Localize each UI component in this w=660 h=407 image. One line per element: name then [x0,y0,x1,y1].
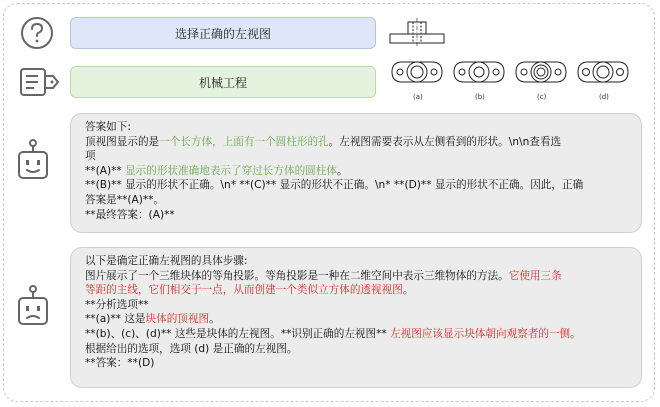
tag-list-icon [18,66,60,98]
question-icon [20,16,54,50]
answer1-line-2 [85,135,627,150]
option-b-label: (b) [475,93,485,101]
answer2-highlight-red: 等距的主线，它们相交于一点，从而创建一个类似立方体的透视视图 [85,284,403,297]
answer1-highlight-green: 显示的形状准确地表示了穿过长方体的圆柱体 [125,164,337,177]
answer2-text: 。 [209,313,220,326]
robot-sad-icon [16,284,50,332]
option-a-label: (a) [413,93,423,101]
answer2-text: **(a)** 这是 [85,313,146,326]
answer2-line-6 [85,327,627,342]
answer1-line-3: 项 [85,150,96,163]
option-b-drawing [454,62,504,82]
answer1-line-4 [85,164,627,179]
answer-card-2 [70,247,642,388]
question-box [70,17,376,49]
answer2-line-7: 根据给出的选项，选项 (d) 是正确的左视图。 [85,342,298,355]
answer1-text: 。 [336,164,348,177]
answer2-line-4: **分析选项** [85,298,149,311]
answer1-text: 。左视图需要表示从左侧看到的形状。\n\n查看选 [328,135,562,148]
front-view-drawing [390,18,444,46]
answer2-line-8: **答案：**(D) [85,357,155,370]
topic-text: 机械工程 [198,75,247,90]
option-d-drawing [578,62,628,82]
answer2-text: **(b)、(c)、(d)** 这些是块体的左视图。**识别正确的左视图** [85,327,391,340]
topic-box [70,66,376,98]
answer2-highlight-red: 块体的顶视图 [145,313,210,326]
answer1-line-5: **(B)** 显示的形状不正确。\n* **(C)** 显示的形状不正确。\n* **(D)** 显示的形状不正确。因此，正确 [85,179,584,192]
option-c-label: (c) [537,93,547,101]
answer-card-1 [70,113,642,233]
answer2-highlight-red: 左视图应该显示块体朝向观察者的一侧 [390,327,571,340]
answer1-text: **(A)** [85,164,126,177]
answer1-text: 顶视图显示的是 [85,135,160,148]
answer2-text: 图片展示了一个三维块体的等角投影。等角投影是一种在二维空间中表示三维物体的方法。 [85,269,509,282]
option-c-drawing [516,62,566,82]
answer2-highlight-red: 它使用三条 [508,269,562,282]
answer1-line-6: 答案是**(A)**。 [85,193,165,206]
answer1-line-1: 答案如下: [85,121,131,133]
option-a-drawing [392,62,442,82]
robot-happy-icon [16,138,50,186]
answer2-text: 。 [402,284,414,297]
answer2-line-3 [85,283,627,298]
answer1-line-7: **最终答案：(A)** [85,208,175,221]
answer2-text: 。 [570,327,581,340]
answer2-line-5 [85,312,627,327]
answer1-highlight-green: 一个长方体，上面有一个圆柱形的孔 [159,135,329,148]
engineering-drawing-figure [386,12,646,104]
answer2-line-1: 以下是确定正确左视图的具体步骤: [85,255,248,267]
answer2-line-2 [85,269,627,284]
question-text: 选择正确的左视图 [174,26,271,41]
option-d-label: (d) [599,93,609,101]
